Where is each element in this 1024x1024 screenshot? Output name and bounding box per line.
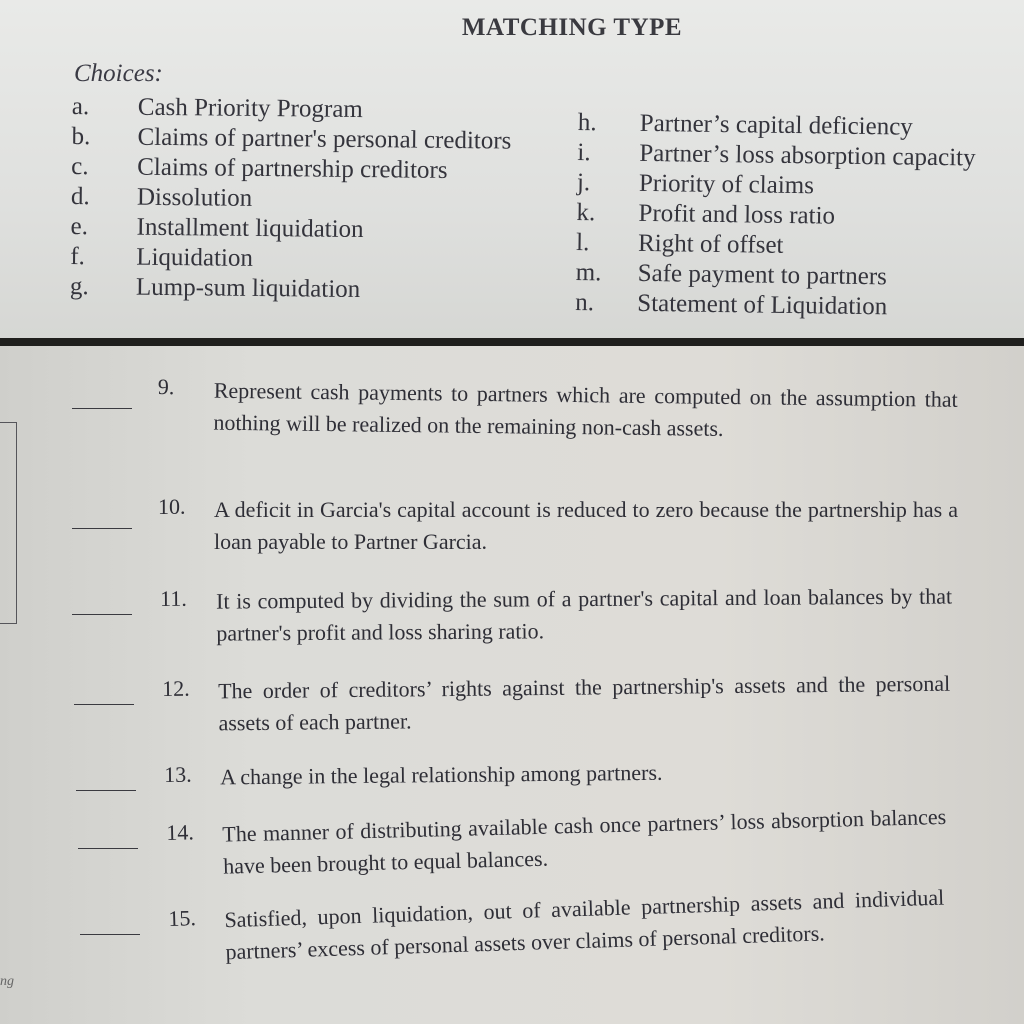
question-item [160, 580, 952, 650]
question-text: A change in the legal relationship among partners. [220, 759, 663, 790]
choice-letter: j. [576, 168, 591, 197]
choice-item [71, 182, 511, 217]
choice-text: Installment liquidation [136, 213, 364, 244]
choice-item [70, 272, 510, 307]
choice-item [70, 212, 510, 247]
choices-left-column [70, 92, 512, 307]
choice-letter: e. [70, 212, 89, 241]
choice-item [575, 288, 974, 324]
question-item [157, 374, 958, 448]
question-number: 11. [160, 585, 187, 611]
choice-item [71, 122, 511, 157]
choice-letter: a. [71, 92, 90, 121]
choice-text: Dissolution [136, 183, 253, 212]
choice-item [71, 152, 511, 187]
choice-text: Cash Priority Program [137, 93, 363, 124]
choice-letter: h. [577, 108, 597, 137]
choice-letter: b. [71, 122, 91, 151]
choice-text: Partner’s loss absorption capacity [639, 139, 976, 172]
question-number: 15. [168, 905, 197, 931]
answer-blank[interactable] [72, 408, 132, 409]
question-item [164, 754, 948, 794]
choice-text: Safe payment to partners [637, 259, 888, 291]
question-item [166, 801, 947, 884]
choice-letter: n. [575, 288, 595, 317]
choice-letter: k. [576, 198, 596, 227]
choices-label: Choices: [74, 60, 163, 87]
choice-text: Partner’s capital deficiency [639, 109, 913, 141]
answer-blank[interactable] [76, 790, 136, 791]
question-number: 10. [158, 494, 186, 519]
choice-text: Profit and loss ratio [638, 199, 836, 230]
question-text: Represent cash payments to partners which are computed on the assumption that nothing will be realized on the remaining non-cash assets. [213, 377, 958, 441]
question-number: 13. [164, 761, 192, 787]
questions-panel [0, 346, 1024, 1024]
choice-text: Lump-sum liquidation [135, 273, 361, 304]
choice-text: Claims of partnership creditors [137, 153, 448, 184]
choices-panel [0, 0, 1024, 338]
page-title: MATCHING TYPE [461, 14, 683, 41]
margin-mark: ng [0, 974, 14, 989]
question-item [158, 494, 958, 558]
margin-box [0, 422, 17, 624]
question-text: The order of creditors’ rights against the partnership's assets and the personal assets of each partner. [218, 670, 951, 736]
choice-text: Liquidation [136, 243, 254, 272]
answer-blank[interactable] [80, 934, 140, 935]
choice-letter: f. [70, 242, 85, 271]
question-number: 14. [166, 819, 195, 845]
choice-letter: m. [575, 258, 602, 287]
choice-item [72, 92, 512, 127]
choice-letter: l. [575, 228, 590, 257]
photo-divider [0, 338, 1024, 346]
choices-right-column [575, 108, 976, 324]
question-text: A deficit in Garcia's capital account is reduced to zero because the partnership has a loan payable to Partner Garcia. [214, 497, 958, 554]
choice-letter: i. [577, 138, 591, 167]
choice-text: Priority of claims [638, 169, 815, 200]
choice-text: Claims of partner's personal creditors [137, 123, 512, 155]
choice-text: Right of offset [637, 229, 784, 259]
answer-blank[interactable] [72, 528, 132, 529]
answer-blank[interactable] [72, 614, 132, 615]
answer-blank[interactable] [74, 704, 134, 705]
choice-letter: c. [71, 152, 89, 181]
question-text: It is computed by dividing the sum of a partner's capital and loan balances by that partner's profit and loss sharing ratio. [216, 583, 953, 646]
question-item [162, 668, 951, 740]
choice-item [70, 242, 510, 277]
choice-text: Statement of Liquidation [637, 289, 888, 321]
question-number: 12. [162, 675, 190, 701]
question-text: The manner of distributing available cash once partners’ loss absorption balances have been brought to equal balances. [222, 803, 947, 879]
question-number: 9. [157, 374, 175, 400]
choice-letter: g. [69, 272, 89, 301]
question-item [168, 882, 946, 970]
question-text: Satisfied, upon liquidation, out of available partnership assets and individual partners’ excess of personal assets over claims of personal creditors. [224, 884, 945, 965]
choice-letter: d. [70, 182, 90, 211]
answer-blank[interactable] [78, 848, 138, 849]
